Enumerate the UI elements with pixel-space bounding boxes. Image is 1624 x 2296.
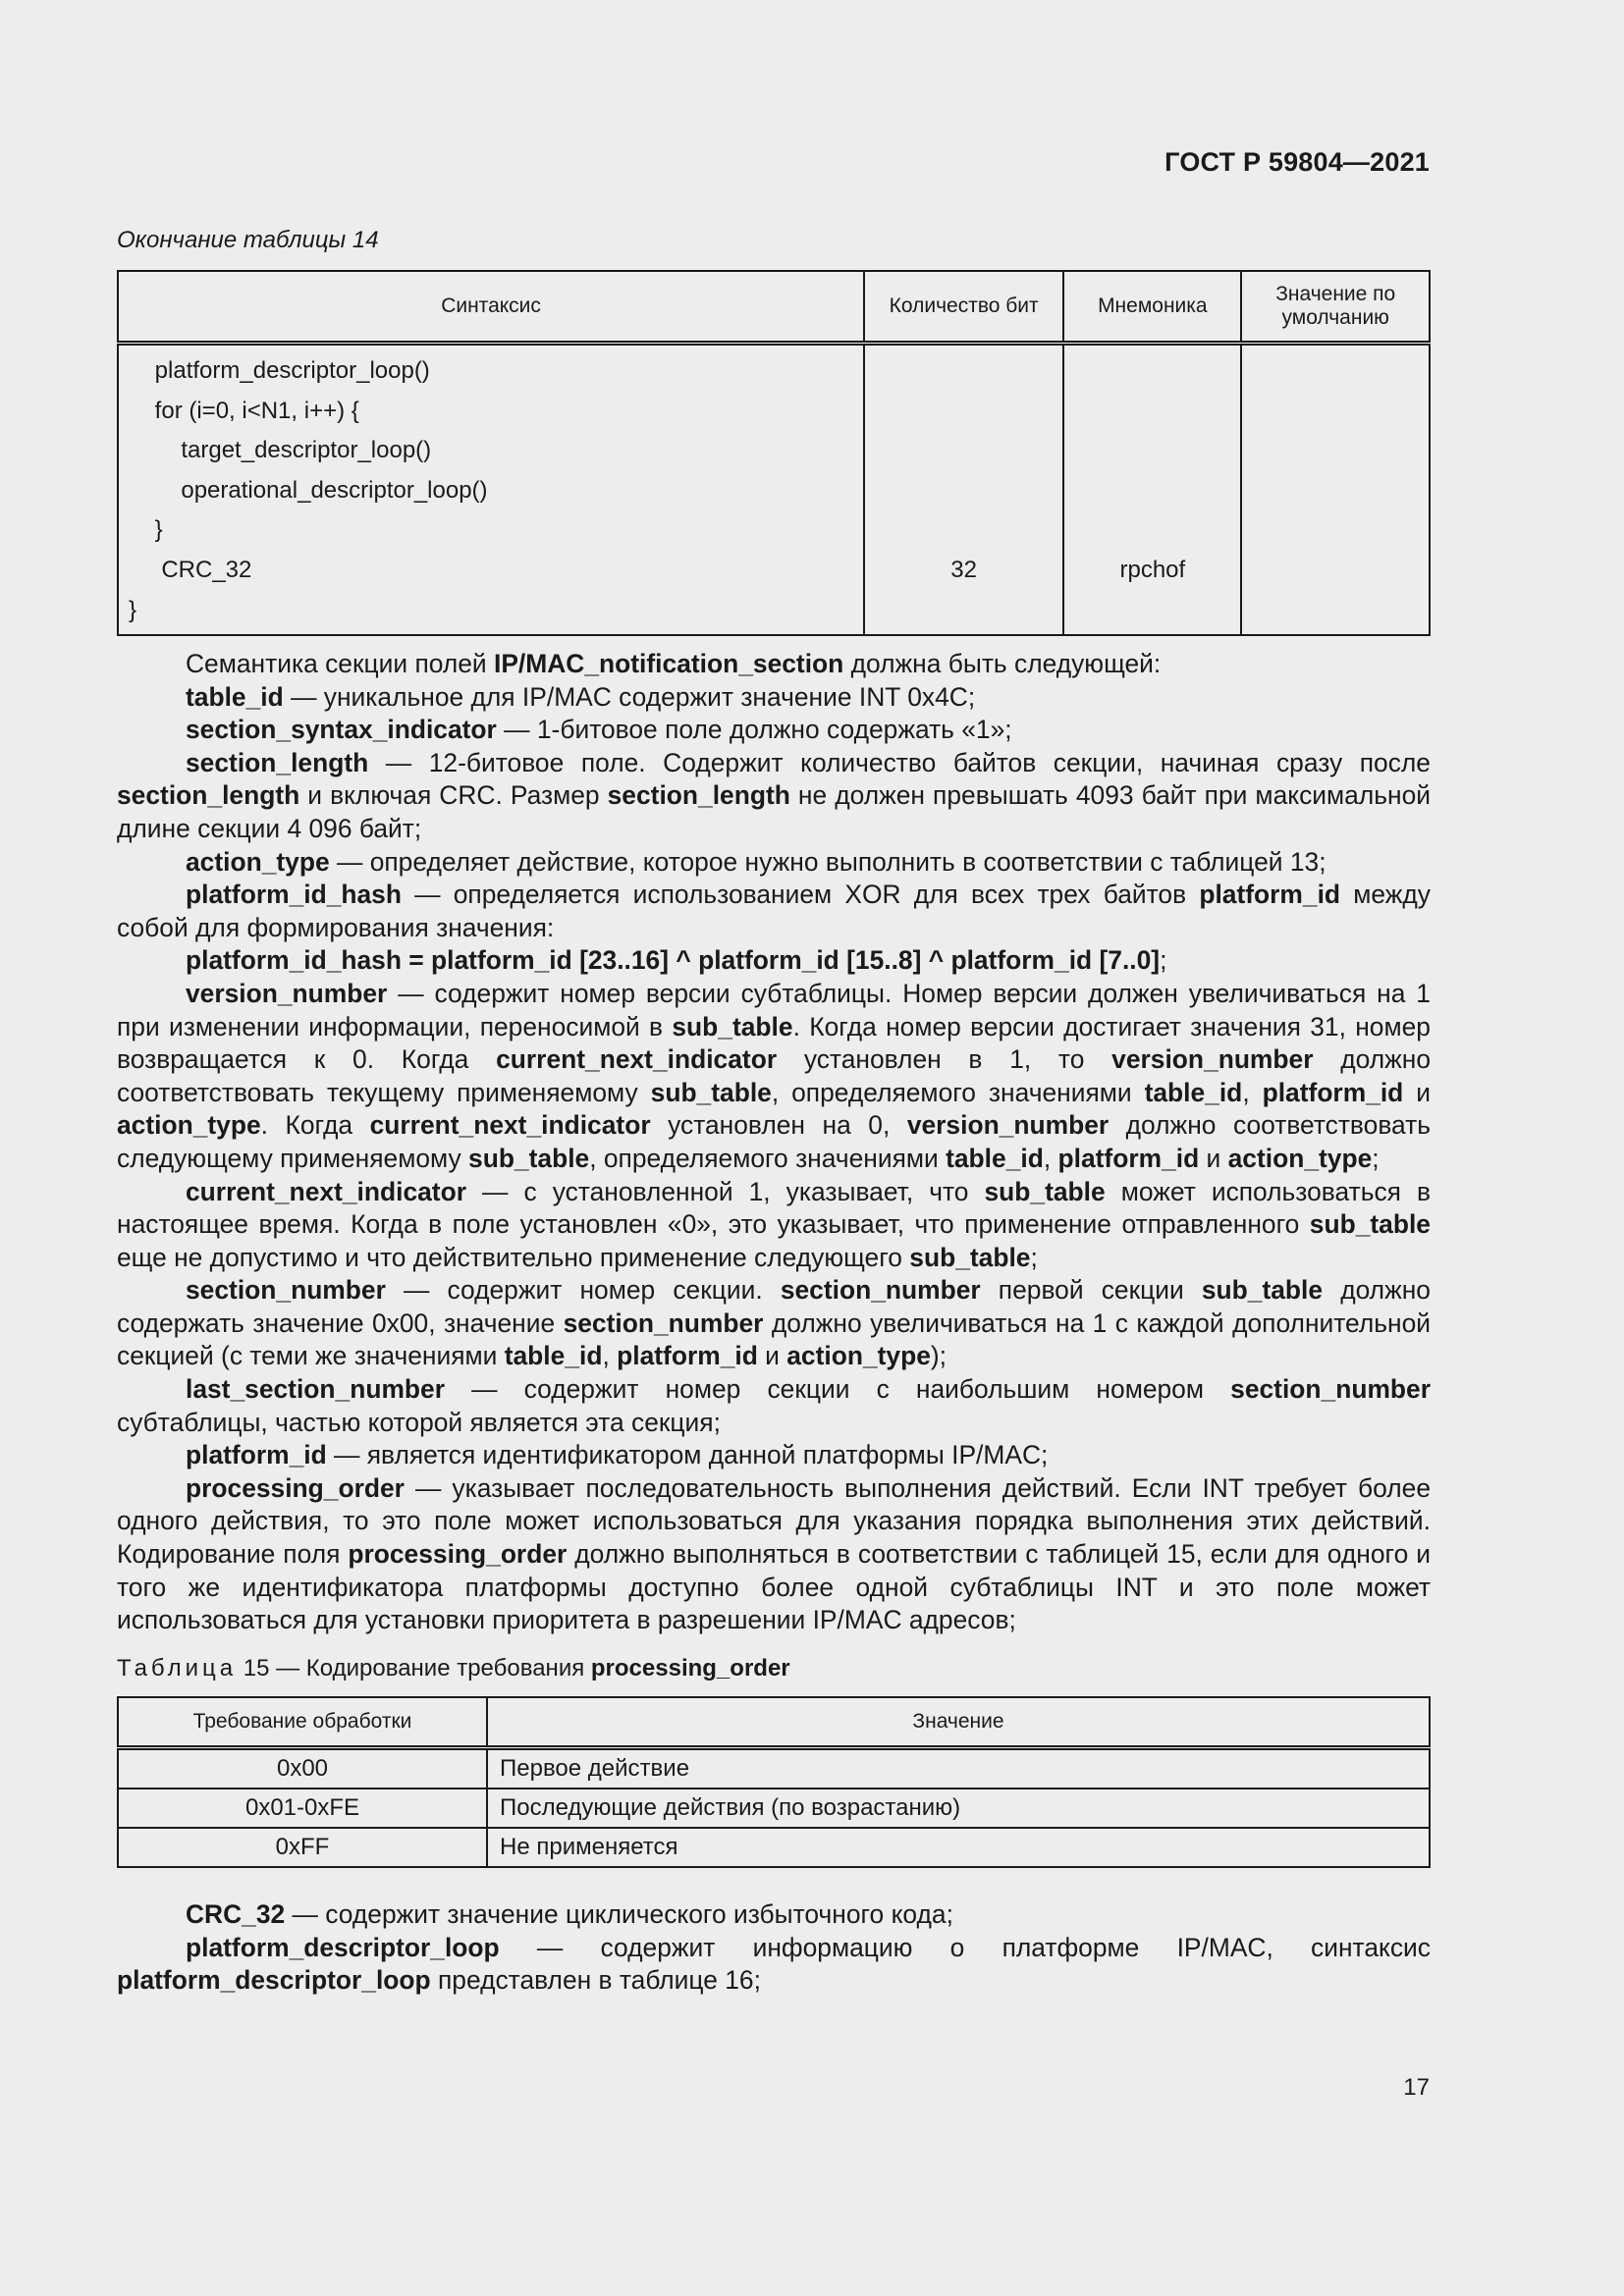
syntax-line: }	[129, 596, 137, 623]
mnemonic-value	[1064, 431, 1240, 471]
table15-header-row	[118, 1697, 1430, 1748]
table14-body-row	[118, 344, 1430, 636]
paragraph: processing_order — указывает последовательность выполнения действий. Если INT требует более одного действия, то это поле может использоваться для указания порядка выполнения этих действий. Кодирование поля processing_order должно выполняться в соответствии с таблицей 15, если для одного и того же идентификатора платформы доступно более одной субтаблицы INT и это поле может использоваться для установки приоритета в разрешении IP/MAC адресов;	[117, 1472, 1431, 1635]
table-row	[118, 1789, 1430, 1828]
paragraph: platform_id — является идентификатором данной платформы IP/MAC;	[186, 1440, 1049, 1470]
syntax-line: }	[129, 516, 163, 544]
bits-value	[865, 351, 1062, 392]
header-default	[1241, 271, 1430, 344]
paragraph: Семантика секции полей IP/MAC_notification_section должна быть следующей:	[186, 649, 1162, 678]
paragraph: section_syntax_indicator — 1-битовое поле должно содержать «1»;	[186, 715, 1012, 745]
syntax-line: CRC_32	[129, 556, 252, 583]
default-cell	[1241, 344, 1430, 636]
value-cell: Последующие действия (по возрастанию)	[487, 1789, 1430, 1828]
mnemonic-value	[1064, 591, 1240, 631]
table14-caption: Окончание таблицы 14	[117, 227, 379, 253]
bits-value	[865, 392, 1062, 432]
paragraph-formula: platform_id_hash = platform_id [23..16] ^ platform_id [15..8] ^ platform_id [7..0];	[186, 945, 1167, 976]
mnemonic-value	[1064, 510, 1240, 551]
bits-value: 32	[950, 556, 977, 583]
syntax-line: operational_descriptor_loop()	[129, 476, 488, 504]
paragraph: version_number — содержит номер версии субтаблицы. Номер версии должен увеличиваться на 1 при изменении информации, переносимой в sub_table. Когда номер версии достигает значения 31, номер возвращается к 0. Когда current_next_indicator установлен в 1, то version_number должно соответствовать текущему применяемому sub_table, определяемого значениями table_id, platform_id и action_type. Когда current_next_indicator установлен на 0, version_number должно соответствовать следующему применяемому sub_table, определяемого значениями table_id, platform_id и action_type;	[117, 978, 1432, 1173]
requirement-cell: 0xFF	[118, 1828, 487, 1867]
paragraph: platform_id_hash — определяется использованием XOR для всех трех байтов platform_id между собой для формирования значения:	[117, 880, 1432, 942]
paragraph: CRC_32 — содержит значение циклического избыточного кода;	[186, 1899, 953, 1929]
requirement-cell: 0x00	[118, 1748, 487, 1789]
paragraph: section_length — 12-битовое поле. Содержит количество байтов секции, начиная сразу после section_length и включая CRC. Размер section_length не должен превышать 4093 байт при максимальной длине секции 4 096 байт;	[117, 747, 1431, 843]
header-requirement: Требование обработки	[118, 1697, 487, 1748]
paragraph: section_number — содержит номер секции. section_number первой секции sub_table должно содержать значение 0x00, значение section_number должно увеличиваться на 1 с каждой дополнительной секцией (с теми же значениями table_id, platform_id и action_type);	[117, 1275, 1432, 1371]
body-text	[117, 648, 1431, 1637]
table-14	[117, 270, 1431, 636]
standard-number: ГОСТ Р 59804—2021	[1164, 147, 1430, 177]
syntax-line: for (i=0, i<N1, i++) {	[129, 397, 359, 424]
bits-cell	[864, 344, 1063, 636]
header-syntax: Синтаксис	[118, 271, 864, 344]
bits-value	[865, 471, 1062, 511]
value-cell: Не применяется	[487, 1828, 1430, 1867]
paragraph: last_section_number — содержит номер секции с наибольшим номером section_number субтаблицы, частью которой является эта секция;	[117, 1374, 1431, 1437]
syntax-line: platform_descriptor_loop()	[129, 357, 430, 384]
mnemonic-cell	[1063, 344, 1241, 636]
mnemonic-value	[1064, 392, 1240, 432]
paragraph: platform_descriptor_loop — содержит информацию о платформе IP/MAC, синтаксис platform_descriptor_loop представлен в таблице 16;	[117, 1932, 1431, 1996]
bits-value	[865, 591, 1062, 631]
table14-header-row	[118, 271, 1430, 344]
paragraph: table_id — уникальное для IP/MAC содержит значение INT 0x4C;	[186, 681, 976, 712]
syntax-line: target_descriptor_loop()	[129, 437, 432, 464]
bits-value	[865, 431, 1062, 471]
table15-caption: Таблица 15 — Кодирование требования processing_order	[117, 1655, 790, 1682]
mnemonic-value: rpchof	[1119, 556, 1186, 583]
header-default-text: Значение по умолчанию	[1275, 283, 1396, 329]
paragraph: current_next_indicator — с установленной 1, указывает, что sub_table может использоваться в настоящее время. Когда в поле установлен «0», это указывает, что применение отправленного sub_table еще не допустимо и что действительно применение следующего sub_table;	[117, 1176, 1431, 1272]
mnemonic-value	[1064, 471, 1240, 511]
mnemonic-value	[1064, 351, 1240, 392]
header-value: Значение	[487, 1697, 1430, 1748]
syntax-cell	[118, 344, 864, 636]
page-number: 17	[1403, 2074, 1430, 2101]
requirement-cell: 0x01-0xFE	[118, 1789, 487, 1828]
bits-value	[865, 510, 1062, 551]
table-row	[118, 1828, 1430, 1867]
paragraph: action_type — определяет действие, которое нужно выполнить в соответствии с таблицей 13;	[186, 846, 1326, 877]
header-bits: Количество бит	[864, 271, 1063, 344]
value-cell: Первое действие	[487, 1748, 1430, 1789]
table-row	[118, 1748, 1430, 1789]
table-15	[117, 1696, 1431, 1868]
body-text-continued	[117, 1898, 1431, 1998]
header-mnemonic: Мнемоника	[1063, 271, 1241, 344]
